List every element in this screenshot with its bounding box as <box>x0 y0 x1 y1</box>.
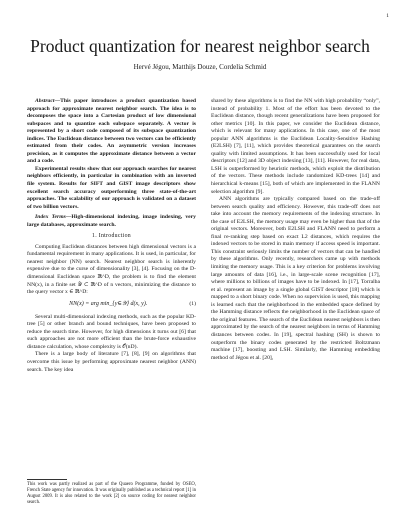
index-terms <box>27 214 196 229</box>
abstract-label: Abstract <box>35 98 55 104</box>
intro-paragraph-1: Computing Euclidean distances between high dimensional vectors is a fundamental requirement in many applications. It is used, in particular, for nearest neighbor (NN) search. Nearest neighbor search is inherently expensive due to the curse of dimensionality [3], [4]. Focusing on the D-dimensional Euclidean space ℝ^D, the problem is to find the element NN(x), in a finite set 𝒴 ⊂ ℝ^D of n vectors, minimizing the distance to the query vector x ∈ ℝ^D: <box>27 243 196 296</box>
intro-paragraph-2: Several multi-dimensional indexing methods, such as the popular KD-tree [5] or other branch and bound techniques, have been proposed to reduce the search time. However, for high dimensions it turns out [6] that such approaches are not more efficient than the brute-force exhaustive distance calculation, whose complexity is 𝒪(nD). <box>27 313 196 350</box>
left-column <box>27 98 196 374</box>
right-paragraph-1: shared by these algorithms is to find the NN with high probability “only”, instead of probability 1. Most of the effort has been devoted to the Euclidean distance, though recent generalizations have been proposed for other metrics [10]. In this paper, we consider the Euclidean distance, which is relevant for many applications. In this case, one of the most popular ANN algorithms is the Euclidean Locality-Sensitive Hashing (E2LSH) [7], [11], which provides theoretical guarantees on the search quality with limited assumptions. It has been successfully used for local descriptors [12] and 3D object indexing [13], [11]. However, for real data, LSH is outperformed by heuristic methods, which exploit the distribution of the vectors. These methods include randomized KD-trees [14] and hierarchical k-means [15], both of which are implemented in the FLANN selection algorithm [9]. <box>211 98 380 195</box>
page-number: 1 <box>386 13 389 19</box>
equation: NN(x) = arg min_{y∈𝒴} d(x, y). <box>69 300 148 307</box>
index-terms-text: —High-dimensional indexing, image indexing, very large databases, approximate search. <box>27 214 196 228</box>
section-heading: 1. Introduction <box>92 233 131 240</box>
index-terms-label: Index Terms <box>35 214 66 221</box>
equation-number: (1) <box>189 300 196 307</box>
right-paragraph-2: ANN algorithms are typically compared based on the trade-off between search quality and efficiency. However, this trade-off does not take into account the memory requirements of the indexing structure. In the case of E2LSH, the memory usage may even be higher than that of the original vectors. Moreover, both E2LSH and FLANN need to perform a final re-ranking step based on exact L2 distances, which requires the indexed vectors to be stored in main memory if access speed is important. This constraint seriously limits the number of vectors that can be handled by these algorithms. Only recently, researchers came up with methods limiting the memory usage. This is a key criterion for problems involving large amounts of data [16], i.e., in large-scale scene recognition [17], where millions to billions of images have to be indexed. In [17], Torralba et al. represent an image by a single global GIST descriptor [18] which is mapped to a short binary code. When no supervision is used, this mapping is learned such that the neighborhood in the embedded space defined by the Hamming distance reflects the neighborhood in the Euclidean space of the original features. The search of the Euclidean nearest neighbors is then approximated by the search of the nearest neighbors in terms of Hamming distances between codes. In [19], spectral hashing (SH) is shown to outperform the binary codes generated by the restricted Boltzmann machine [17], boosting and LSH. Similarly, the Hamming embedding method of Jégou et al. [20], <box>211 196 380 361</box>
abstract-paragraph-2: Experimental results show that our approach searches for nearest neighbors efficiently, in particular in combination with an inverted file system. Results for SIFT and GIST image descriptors show excellent search accuracy outperforming three state-of-the-art approaches. The scalability of our approach is validated on a dataset of two billion vectors. <box>27 165 196 210</box>
right-column <box>211 98 380 362</box>
paper-title: Product quantization for nearest neighbor search <box>30 36 370 56</box>
equation-block <box>27 299 196 311</box>
footnote: This work was partly realized as part of the Quaero Programme, funded by OSEO, French State agency for innovation. It was originally published as a technical report [1] in August 2009. It is also related to the work [2] on source coding for nearest neighbor search. <box>27 479 196 506</box>
abstract-text: —This paper introduces a product quantization based approach for approximate nearest neighbor search. The idea is to decomposes the space into a Cartesian product of low dimensional subspaces and to quantize each subspace separately. A vector is represented by a short code composed of its subspace quantization indices. The Euclidean distance between two vectors can be efficiently estimated from their codes. An asymmetric version increases precision, as it computes the approximate distance between a vector and a code. <box>27 98 196 165</box>
abstract-paragraph <box>27 98 196 166</box>
author-list: Hervé Jégou, Matthijs Douze, Cordelia Schmid <box>133 63 267 71</box>
intro-paragraph-3: There is a large body of literature [7], [8], [9] on algorithms that overcome this issue by performing approximate nearest neighbor (ANN) search. The key idea <box>27 351 196 373</box>
